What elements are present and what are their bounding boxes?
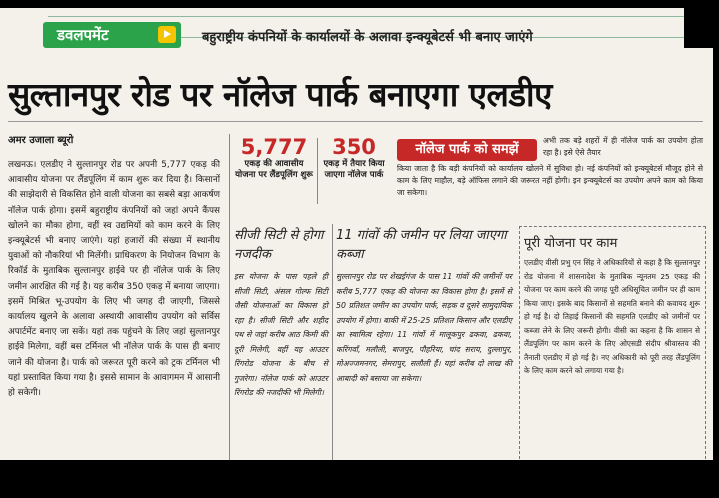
kicker: बहुराष्ट्रीय कंपनियों के कार्यालयों के अलावा इन्क्यूबेटर्स भी बनाए जाएंगे [202,30,533,45]
dark-corner [684,8,713,48]
story-villages: सुल्तानपुर रोड पर शेखईगंज के पास 11 गांवों की जमीनों पर करीब 5,777 एकड़ की योजना का विकास होगा है। इसमें से 50 प्रतिशत जमीन का उपयोग पार्क, सड़क व दूसरे सामुदायिक उपयोग में होगा। बाकी में 25-25 प्रतिशत किसान और एलडीए का स्वामित्व रहेगा। 11 गांवों में मालूकपुर ढकवा, ढकवा, करिंगवाँ, मलौली, बाजपुर, पौहरिया, चांद सराय, दुल्लापुर, मोअज्जमनगर, सेमरापुर, सलौली हैं। यहां करीब दो लाख की आबादी को बसाया जा सकेगा। [336,272,512,383]
column-divider [229,134,230,460]
headline: सुल्तानपुर रोड पर नॉलेज पार्क बनाएगा एलडीए [8,75,552,114]
subhead-cgcity: सीजी सिटी से होगा नजदीक [234,228,324,262]
stat-label: एकड़ की आवासीय योजना पर लैंडपूलिंग शुरू [235,159,313,180]
column-divider [332,224,333,460]
section-label: डवलपमेंट [57,26,109,44]
divider [8,121,703,122]
stat-box-2 [320,135,388,181]
subhead-plan: पूरी योजना पर काम [524,236,618,251]
story-cgcity: इस योजना के पास पहले ही सीजी सिटी, अंसल गोल्फ सिटी जैसी योजनाओं का विकास हो रहा है। सीजी सिटी और शहीद पथ से जहां करीब आठ किमी की दूरी मिलेगी, वहीं यह आउटर रिंगरोड योजना के बीच से गुजरेगा। नॉलेज पार्क को आउटर रिंगरोड की नजदीकी भी मिलेगी। [234,272,328,397]
play-icon [158,26,176,43]
subhead-villages: 11 गांवों की जमीन पर लिया जाएगा कब्जा [336,228,507,262]
stat-divider [317,138,318,204]
highlight-text-more: किया जाता है कि बड़ी कंपनियों को कार्यालय खोलने में सुविधा हो। नई कंपनियों को इन्क्यूबेटर्स मौजूद होने से काम के लिए माहौल, बड़े ऑफिस लगाने की जरूरत नहीं होगी। इन इन्क्यूबेटर्स का उपयोग अपने काम को किया जा सकेगा। [397,164,703,197]
main-story: लखनऊ। एलडीए ने सुल्तानपुर रोड पर अपनी 5,777 एकड़ की आवासीय योजना पर लैंडपूलिंग में काम शुरू कर दिया है। किसानों की साझेदारी से विकसित होने वाली योजना का सबसे बड़ा आकर्षण नॉलेज पार्क होगा। इसमें बहुराष्ट्रीय कंपनियों को जहां अपने कैंपस खोलने का मौका होगा, वहीं स्व उद्यमियों को काम करने के लिए इन्क्यूबेटर्स भी बनाए जाएंगे। यहां हजारों की संख्या में स्थानीय युवाओं को नौकरियां भी मिलेंगी। प्राधिकरण के नियोजन विभाग के रिकॉर्ड के मुताबिक सुल्तानपुर हाईवे पर ही नॉलेज पार्क के लिए जमीन आरक्षित की गई है। यह करीब 350 एकड़ में बनाया जाएगा। इसमें मिश्रित भू-उपयोग के लिए भी जगह दी जाएगी, जिससे कार्यालय खुलने के अलावा अस्थायी आवासीय उपयोग को सर्विस अपार्टमेंट बनाए जा सकें। यहां तक पहुंचने के लिए जहां सुल्तानपुर हाईवे मिलेगा, वहीं बस टर्मिनल भी नॉलेज पार्क के पास ही बनाए जाने की योजना है। पार्क को जरूरत पूरी करने को ट्रक टर्मिनल भी यहां प्रस्तावित किया गया है। इससे सामान के आवागमन में आसानी हो सकेगी। [8,160,220,399]
stat-value: 350 [332,135,376,159]
story-plan: एलडीए वीसी प्रभु एन सिंह ने अधिकारियों से कहा है कि सुल्तानपुर रोड योजना में शासनादेश के मुताबिक न्यूनतम 25 एकड़ की योजना पर काम करने की जगह पूरी अधिसूचित जमीन पर ही काम किया जाए। इसके बाद किसानों से सहमति बनाने की कवायद शुरू हो गई है। दो तिहाई किसानों की सहमति एलडीए को जमीनों पर कब्जा लेने के लिए जरूरी होगी। वीसी का कहना है कि शासन से लैंडपूलिंग पर काम करने के लिए ओएसडी संदीप श्रीवास्तव की तैनाती एलडीए में हो गई है। नए अधिकारी को पूरी तरह लैंडपूलिंग के लिए काम करने को लगाया गया है। [524,258,700,375]
stat-box-1 [233,135,315,181]
stat-label: एकड़ में तैयार किया जाएगा नॉलेज पार्क [323,159,385,180]
highlight-text: अभी तक बड़े शहरों में ही नॉलेज पार्क का उपयोग होता रहा है। इसे ऐसे तैयार [543,136,703,157]
byline: अमर उजाला ब्यूरो [8,135,74,146]
highlight-title: नॉलेज पार्क को समझें [397,139,537,161]
newspaper-clipping [0,8,713,460]
stat-value: 5,777 [240,135,308,159]
